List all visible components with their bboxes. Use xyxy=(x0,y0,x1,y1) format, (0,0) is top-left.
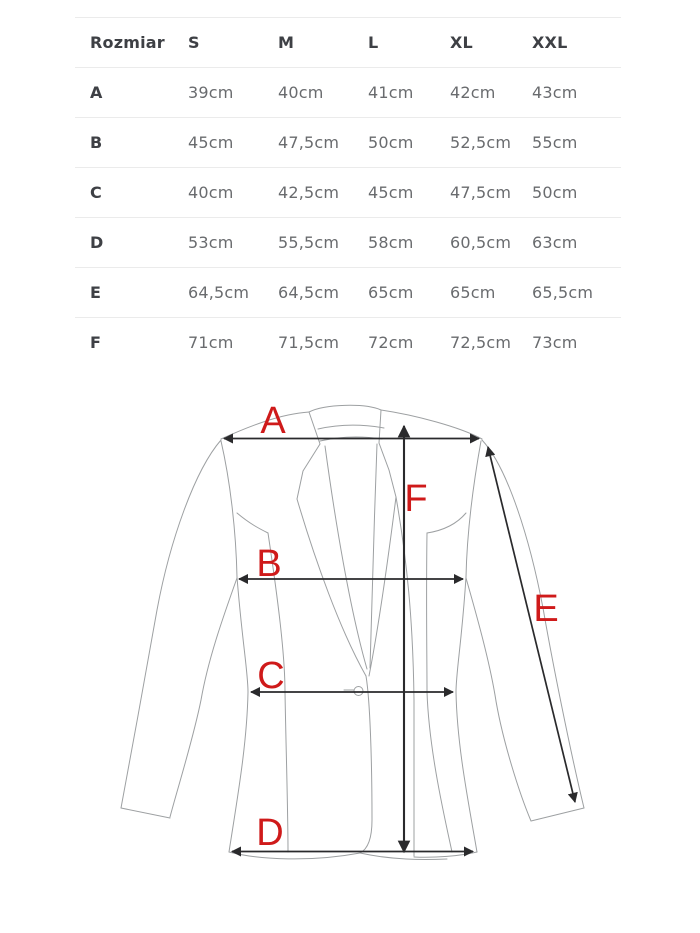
measurement-cell: 50cm xyxy=(368,133,414,152)
measurement-cell: 64,5cm xyxy=(188,283,250,302)
measurement-cell: 40cm xyxy=(278,83,324,102)
measurement-cell: 65cm xyxy=(368,283,414,302)
table-row xyxy=(75,168,621,218)
column-header-rozmiar: Rozmiar xyxy=(90,33,165,52)
jacket-diagram-svg xyxy=(100,392,600,892)
dimension-arrow-e xyxy=(488,447,575,802)
table-row xyxy=(75,218,621,268)
dimension-labels xyxy=(256,400,558,854)
measurement-cell: 42,5cm xyxy=(278,183,340,202)
label-f: F xyxy=(404,478,428,520)
measurement-cell: 45cm xyxy=(368,183,414,202)
column-header-xl: XL xyxy=(450,33,473,52)
size-table-header-row xyxy=(75,17,621,68)
measurement-cell: 53cm xyxy=(188,233,234,252)
measurement-cell: 65cm xyxy=(450,283,496,302)
measurement-cell: 50cm xyxy=(532,183,578,202)
measurement-cell: 65,5cm xyxy=(532,283,594,302)
table-row xyxy=(75,68,621,118)
measurement-cell: 40cm xyxy=(188,183,234,202)
measurement-cell: 63cm xyxy=(532,233,578,252)
measurement-cell: 60,5cm xyxy=(450,233,512,252)
size-table xyxy=(75,17,621,367)
measurement-cell: 47,5cm xyxy=(450,183,512,202)
measurement-cell: 71cm xyxy=(188,333,234,352)
measurement-cell: 64,5cm xyxy=(278,283,340,302)
measurement-cell: 55cm xyxy=(532,133,578,152)
jacket-outline xyxy=(121,405,584,859)
measurement-cell: 72cm xyxy=(368,333,414,352)
table-row xyxy=(75,268,621,318)
table-row xyxy=(75,118,621,168)
measurement-cell: 58cm xyxy=(368,233,414,252)
measurement-cell: 39cm xyxy=(188,83,234,102)
column-header-m: M xyxy=(278,33,295,52)
row-label: F xyxy=(90,333,102,352)
measurement-cell: 42cm xyxy=(450,83,496,102)
table-row xyxy=(75,318,621,367)
measurement-cell: 52,5cm xyxy=(450,133,512,152)
dimension-arrows xyxy=(224,426,575,852)
label-d: D xyxy=(256,812,284,854)
measurement-cell: 47,5cm xyxy=(278,133,340,152)
measurement-cell: 73cm xyxy=(532,333,578,352)
measurement-cell: 41cm xyxy=(368,83,414,102)
label-e: E xyxy=(533,588,559,630)
row-label: D xyxy=(90,233,104,252)
jacket-measurement-diagram xyxy=(100,392,600,892)
measurement-cell: 45cm xyxy=(188,133,234,152)
measurement-cell: 55,5cm xyxy=(278,233,340,252)
label-b: B xyxy=(256,543,282,585)
row-label: B xyxy=(90,133,103,152)
label-a: A xyxy=(260,400,286,442)
column-header-s: S xyxy=(188,33,200,52)
row-label: E xyxy=(90,283,102,302)
row-label: A xyxy=(90,83,103,102)
column-header-l: L xyxy=(368,33,379,52)
row-label: C xyxy=(90,183,102,202)
measurement-cell: 43cm xyxy=(532,83,578,102)
label-c: C xyxy=(257,655,285,697)
column-header-xxl: XXL xyxy=(532,33,568,52)
measurement-cell: 71,5cm xyxy=(278,333,340,352)
measurement-cell: 72,5cm xyxy=(450,333,512,352)
